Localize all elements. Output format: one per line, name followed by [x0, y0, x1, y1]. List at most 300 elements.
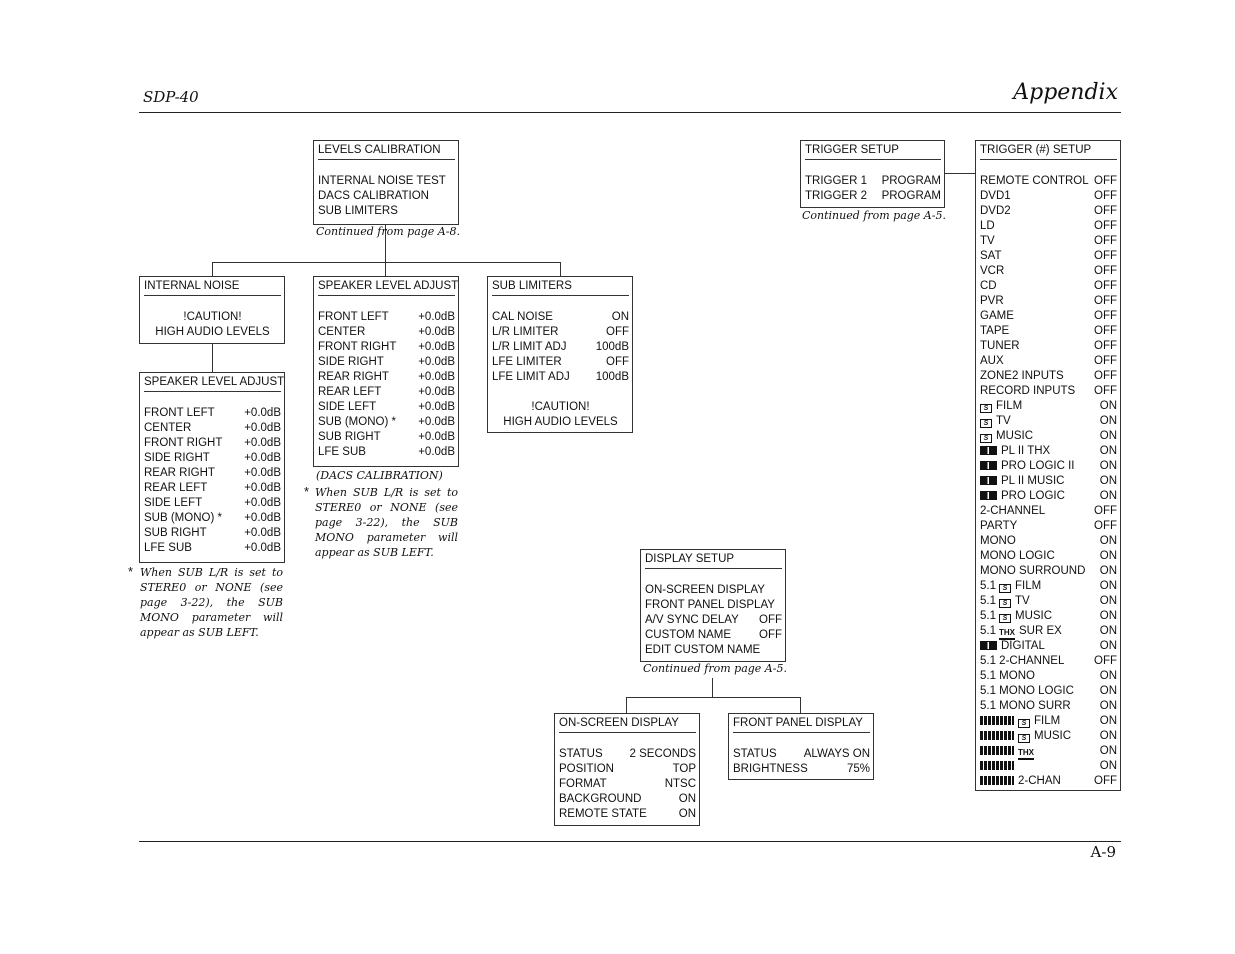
setting-row	[980, 444, 1117, 459]
setting-label-text: SAT	[980, 250, 1002, 262]
setting-label-text: FRONT LEFT	[318, 311, 389, 323]
model-name: SDP-40	[143, 88, 199, 106]
warning-text: HIGH AUDIO LEVELS	[155, 326, 270, 338]
setting-label	[318, 445, 366, 460]
connector	[944, 173, 975, 174]
setting-label-text: STATUS	[733, 748, 777, 760]
setting-row	[980, 744, 1117, 759]
setting-label	[980, 489, 1065, 504]
setting-row	[980, 354, 1117, 369]
setting-label-text: LFE SUB	[144, 542, 192, 554]
setting-label	[980, 549, 1055, 564]
setting-label-text: SUB (MONO) *	[318, 416, 396, 428]
setting-row	[980, 324, 1117, 339]
setting-label-text: 5.1 MONO LOGIC	[980, 685, 1074, 697]
dolby-logo-icon	[980, 641, 997, 650]
setting-value: ON	[1099, 565, 1117, 577]
setting-value: OFF	[1094, 310, 1117, 322]
setting-row	[733, 762, 870, 777]
setting-label	[980, 384, 1075, 399]
setting-label	[318, 430, 381, 445]
setting-value: ON	[1099, 700, 1117, 712]
setting-prefix: 5.1	[980, 625, 996, 637]
setting-row	[805, 189, 941, 204]
setting-label	[144, 511, 222, 526]
setting-label	[144, 526, 207, 541]
film-logo-icon: S	[999, 599, 1011, 608]
setting-label-text: DVD1	[980, 190, 1011, 202]
front-panel-display-box	[728, 713, 874, 780]
setting-label-text: CD	[980, 280, 997, 292]
setting-rows	[733, 747, 870, 777]
setting-label	[559, 747, 603, 762]
box-title: LEVELS CALIBRATION	[318, 143, 455, 160]
setting-value: +0.0dB	[418, 401, 455, 413]
setting-value: ON	[1099, 760, 1117, 772]
setting-row	[645, 613, 782, 628]
trigger-setup-box	[800, 140, 945, 208]
setting-label-text: REAR RIGHT	[144, 467, 215, 479]
setting-value: 2 SECONDS	[629, 748, 696, 760]
setting-label	[980, 579, 1041, 594]
footnote-star: *	[128, 564, 134, 579]
box-title: TRIGGER SETUP	[805, 143, 941, 160]
film-logo-icon: S	[999, 584, 1011, 593]
setting-rows	[980, 174, 1117, 789]
setting-row	[144, 526, 281, 541]
connector	[212, 262, 213, 276]
setting-row	[980, 714, 1117, 729]
setting-label-text: 5.1 MONO SURR	[980, 700, 1071, 712]
setting-label	[559, 807, 647, 822]
setting-label	[980, 609, 1052, 624]
setting-prefix: 5.1	[980, 580, 996, 592]
setting-label-text: SIDE RIGHT	[318, 356, 384, 368]
setting-value: OFF	[1094, 370, 1117, 382]
setting-label	[980, 534, 1016, 549]
setting-label-text: STATUS	[559, 748, 603, 760]
setting-label	[980, 354, 1004, 369]
setting-value: +0.0dB	[418, 341, 455, 353]
speaker-level-adjust-box	[313, 276, 459, 467]
dts-logo-icon	[980, 761, 1014, 770]
setting-value: 75%	[846, 763, 870, 775]
caution-text: !CAUTION!	[183, 311, 242, 323]
setting-label	[645, 598, 775, 613]
setting-label-text: FRONT RIGHT	[318, 341, 397, 353]
setting-label-text: DVD2	[980, 205, 1011, 217]
setting-label-text: 2-CHANNEL	[980, 505, 1046, 517]
setting-label-text: SUB (MONO) *	[144, 512, 222, 524]
setting-value: PROGRAM	[881, 175, 941, 187]
setting-label	[559, 777, 607, 792]
connector	[626, 697, 801, 698]
setting-label-text: TV	[996, 415, 1011, 427]
setting-row	[980, 234, 1117, 249]
setting-value: 100dB	[595, 371, 629, 383]
setting-rows	[645, 583, 782, 658]
setting-value: +0.0dB	[418, 356, 455, 368]
setting-value: PROGRAM	[881, 190, 941, 202]
setting-value: ON	[1099, 460, 1117, 472]
levels-calibration-box	[313, 140, 459, 225]
setting-row	[980, 219, 1117, 234]
setting-label-text: FRONT PANEL DISPLAY	[645, 599, 775, 611]
setting-label	[980, 639, 1045, 654]
setting-row	[980, 279, 1117, 294]
setting-label	[318, 400, 376, 415]
setting-label-text: MONO LOGIC	[980, 550, 1055, 562]
setting-label-text: TAPE	[980, 325, 1010, 337]
setting-rows	[318, 310, 455, 460]
setting-label	[492, 370, 570, 385]
setting-label	[980, 249, 1002, 264]
setting-row	[980, 429, 1117, 444]
setting-row	[980, 579, 1117, 594]
setting-label	[980, 219, 995, 234]
setting-label-text: 5.1 2-CHANNEL	[980, 655, 1065, 667]
film-logo-icon: S	[999, 614, 1011, 623]
setting-value: OFF	[1094, 175, 1117, 187]
setting-row	[559, 777, 696, 792]
setting-row	[980, 339, 1117, 354]
setting-label	[980, 474, 1064, 489]
footnote: When SUB L/R is set to STERE0 or NONE (see page 3-22), the SUB MONO parameter will appear as SUB LEFT.	[140, 566, 283, 639]
setting-row	[318, 355, 455, 370]
setting-label-text: TV	[1015, 595, 1030, 607]
setting-value: +0.0dB	[418, 371, 455, 383]
setting-value: ON	[1099, 685, 1117, 697]
setting-value: ON	[1099, 550, 1117, 562]
setting-value: OFF	[1094, 655, 1117, 667]
setting-row	[980, 294, 1117, 309]
box-title: SPEAKER LEVEL ADJUST	[144, 375, 281, 392]
header-rule	[139, 112, 1121, 113]
setting-label-text: FILM	[1034, 715, 1061, 727]
setting-label-text: SIDE RIGHT	[144, 452, 210, 464]
setting-value: 100dB	[595, 341, 629, 353]
setting-label	[980, 399, 1022, 414]
setting-label-text: REMOTE CONTROL	[980, 175, 1089, 187]
setting-value: +0.0dB	[244, 497, 281, 509]
setting-label	[980, 699, 1071, 714]
setting-label-text: DIGITAL	[1001, 640, 1045, 652]
setting-row	[318, 325, 455, 340]
setting-row	[144, 451, 281, 466]
setting-label	[980, 564, 1085, 579]
setting-value: ON	[1099, 490, 1117, 502]
setting-row	[492, 340, 629, 355]
dts-logo-icon	[980, 731, 1014, 740]
setting-label-text: LFE LIMITER	[492, 356, 562, 368]
connector	[385, 262, 386, 276]
setting-row	[980, 309, 1117, 324]
setting-label-text: LFE LIMIT ADJ	[492, 371, 570, 383]
setting-value: +0.0dB	[244, 422, 281, 434]
setting-value: ON	[678, 793, 696, 805]
setting-label-text: FRONT LEFT	[144, 407, 215, 419]
setting-row	[318, 310, 455, 325]
setting-label-text: SUB RIGHT	[318, 431, 381, 443]
setting-label-text: MUSIC	[996, 430, 1034, 442]
setting-row	[980, 684, 1117, 699]
setting-row	[144, 406, 281, 421]
setting-label-text: TRIGGER 2	[805, 190, 867, 202]
setting-label-text: TV	[980, 235, 995, 247]
setting-value: OFF	[606, 326, 629, 338]
setting-row	[318, 370, 455, 385]
setting-row	[492, 355, 629, 370]
setting-label	[980, 234, 995, 249]
setting-row	[559, 747, 696, 762]
setting-label-text: TUNER	[980, 340, 1020, 352]
setting-row	[144, 481, 281, 496]
setting-label-text: REAR RIGHT	[318, 371, 389, 383]
page-number: A-9	[1090, 843, 1116, 861]
setting-label	[980, 624, 1062, 639]
setting-row	[144, 436, 281, 451]
setting-value: OFF	[1094, 295, 1117, 307]
setting-label-text: 5.1 MONO	[980, 670, 1035, 682]
setting-value: OFF	[1094, 190, 1117, 202]
setting-prefix: 5.1	[980, 610, 996, 622]
setting-row	[980, 699, 1117, 714]
setting-value: ON	[1099, 730, 1117, 742]
connector	[712, 678, 713, 697]
setting-label-text: CENTER	[144, 422, 192, 434]
setting-label-text: L/R LIMITER	[492, 326, 559, 338]
setting-row	[645, 643, 782, 658]
film-logo-icon: S	[1018, 719, 1030, 728]
setting-value: OFF	[759, 614, 782, 626]
setting-label-text: REAR LEFT	[318, 386, 382, 398]
setting-value: ON	[1099, 415, 1117, 427]
setting-row	[980, 489, 1117, 504]
setting-value: ON	[1099, 625, 1117, 637]
connector	[800, 697, 801, 713]
setting-label	[733, 762, 808, 777]
setting-row	[318, 340, 455, 355]
setting-label-text: GAME	[980, 310, 1014, 322]
footnote-star: *	[304, 484, 310, 499]
setting-row	[980, 399, 1117, 414]
setting-value: +0.0dB	[418, 311, 455, 323]
film-logo-icon: S	[1018, 734, 1030, 743]
setting-label	[144, 466, 215, 481]
setting-value: +0.0dB	[244, 452, 281, 464]
setting-label-text: PVR	[980, 295, 1004, 307]
setting-label	[980, 429, 1033, 444]
on-screen-display-box	[554, 713, 700, 826]
setting-label-text: REMOTE STATE	[559, 808, 647, 820]
setting-value: +0.0dB	[418, 446, 455, 458]
setting-label	[559, 792, 641, 807]
setting-value: +0.0dB	[418, 431, 455, 443]
setting-row	[805, 174, 941, 189]
footer-rule	[139, 841, 1121, 842]
connector	[212, 262, 561, 263]
setting-value: +0.0dB	[244, 482, 281, 494]
setting-row	[980, 204, 1117, 219]
setting-label	[318, 415, 396, 430]
setting-value: ON	[1099, 745, 1117, 757]
footnote: When SUB L/R is set to STERE0 or NONE (see page 3-22), the SUB MONO parameter will appear as SUB LEFT.	[315, 486, 458, 559]
box-title: INTERNAL NOISE	[144, 279, 281, 296]
setting-row	[980, 459, 1117, 474]
setting-value: OFF	[759, 629, 782, 641]
display-setup-box	[640, 549, 786, 662]
setting-row	[144, 466, 281, 481]
setting-row	[144, 496, 281, 511]
setting-row	[980, 369, 1117, 384]
setting-label	[645, 583, 765, 598]
trigger-n-setup-box	[975, 140, 1121, 791]
setting-label	[318, 370, 389, 385]
menu-item: INTERNAL NOISE TEST	[318, 175, 446, 187]
setting-label-text: MUSIC	[1034, 730, 1072, 742]
setting-value: +0.0dB	[244, 512, 281, 524]
setting-label	[980, 519, 1017, 534]
setting-row	[980, 594, 1117, 609]
setting-label-text: L/R LIMIT ADJ	[492, 341, 567, 353]
setting-value: ON	[1099, 400, 1117, 412]
connector	[626, 697, 627, 713]
setting-label-text: MONO	[980, 535, 1016, 547]
setting-row	[980, 639, 1117, 654]
setting-label-text: EDIT CUSTOM NAME	[645, 644, 761, 656]
setting-label	[980, 654, 1064, 669]
setting-value: NTSC	[664, 778, 696, 790]
setting-label	[318, 385, 381, 400]
setting-label	[980, 279, 997, 294]
setting-label-text: FRONT RIGHT	[144, 437, 223, 449]
setting-label	[318, 325, 365, 340]
setting-label	[492, 340, 567, 355]
setting-value: +0.0dB	[244, 467, 281, 479]
setting-label-text: VCR	[980, 265, 1005, 277]
setting-row	[980, 414, 1117, 429]
warning-text: HIGH AUDIO LEVELS	[503, 416, 618, 428]
setting-value: OFF	[1094, 520, 1117, 532]
setting-value: ON	[1099, 445, 1117, 457]
dolby-logo-icon	[980, 461, 997, 470]
setting-label	[980, 369, 1064, 384]
setting-label-text: REAR LEFT	[144, 482, 208, 494]
setting-row	[559, 807, 696, 822]
setting-label	[980, 774, 1061, 789]
setting-label	[980, 504, 1045, 519]
setting-label-text: RECORD INPUTS	[980, 385, 1076, 397]
setting-label	[805, 174, 867, 189]
box-title: SPEAKER LEVEL ADJUST	[318, 279, 455, 296]
setting-value: OFF	[1094, 235, 1117, 247]
setting-label-text: PRO LOGIC	[1001, 490, 1065, 502]
section-title: Appendix	[1013, 80, 1118, 105]
setting-row	[318, 430, 455, 445]
setting-label	[144, 481, 207, 496]
setting-row	[492, 325, 629, 340]
setting-rows	[144, 406, 281, 556]
setting-row	[645, 628, 782, 643]
setting-label	[980, 759, 1018, 774]
setting-row	[980, 609, 1117, 624]
menu-item: DACS CALIBRATION	[318, 190, 429, 202]
dts-logo-icon	[980, 776, 1014, 785]
setting-row	[318, 385, 455, 400]
setting-row	[318, 445, 455, 460]
setting-rows	[492, 310, 629, 385]
setting-value: OFF	[1094, 505, 1117, 517]
setting-value: ALWAYS ON	[803, 748, 870, 760]
setting-label-text: CUSTOM NAME	[645, 629, 732, 641]
setting-value: +0.0dB	[418, 386, 455, 398]
setting-row	[980, 534, 1117, 549]
setting-value: ON	[1099, 580, 1117, 592]
thx-logo-icon: THX	[1018, 749, 1034, 760]
setting-label	[492, 355, 562, 370]
box-title: FRONT PANEL DISPLAY	[733, 716, 870, 733]
setting-label-text: PL II MUSIC	[1001, 475, 1065, 487]
film-logo-icon: S	[980, 419, 992, 428]
setting-label	[492, 325, 558, 340]
dolby-logo-icon	[980, 491, 997, 500]
setting-value: ON	[678, 808, 696, 820]
setting-label	[980, 294, 1004, 309]
setting-value: OFF	[1094, 340, 1117, 352]
setting-label	[733, 747, 777, 762]
setting-label	[645, 613, 739, 628]
setting-row	[492, 370, 629, 385]
setting-label	[559, 762, 614, 777]
dacs-caption: (DACS CALIBRATION)	[316, 469, 443, 482]
setting-label	[144, 541, 192, 556]
setting-value: +0.0dB	[418, 326, 455, 338]
setting-label	[144, 451, 210, 466]
setting-row	[318, 415, 455, 430]
setting-label-text: SIDE LEFT	[318, 401, 377, 413]
setting-value: +0.0dB	[244, 437, 281, 449]
setting-value: OFF	[1094, 265, 1117, 277]
setting-label-text: FILM	[1015, 580, 1042, 592]
setting-label	[980, 729, 1071, 744]
setting-label	[980, 339, 1020, 354]
setting-label-text: PL II THX	[1001, 445, 1051, 457]
dolby-logo-icon	[980, 476, 997, 485]
setting-label-text: PARTY	[980, 520, 1018, 532]
setting-row	[980, 384, 1117, 399]
setting-label-text: FORMAT	[559, 778, 607, 790]
box-title: SUB LIMITERS	[492, 279, 629, 296]
setting-label	[980, 714, 1060, 729]
setting-label-text: 2-CHAN	[1018, 775, 1061, 787]
setting-value: +0.0dB	[244, 542, 281, 554]
setting-label	[805, 189, 867, 204]
setting-value: +0.0dB	[244, 407, 281, 419]
box-title: TRIGGER (#) SETUP	[980, 143, 1117, 160]
setting-label-text: LD	[980, 220, 995, 232]
setting-row	[980, 519, 1117, 534]
setting-label	[980, 444, 1050, 459]
setting-label-text: TRIGGER 1	[805, 175, 867, 187]
setting-label	[144, 421, 191, 436]
setting-value: +0.0dB	[244, 527, 281, 539]
setting-row	[980, 774, 1117, 789]
setting-label	[980, 174, 1089, 189]
setting-row	[492, 310, 629, 325]
setting-label-text: ZONE2 INPUTS	[980, 370, 1064, 382]
setting-row	[559, 762, 696, 777]
internal-noise-box	[139, 276, 285, 344]
